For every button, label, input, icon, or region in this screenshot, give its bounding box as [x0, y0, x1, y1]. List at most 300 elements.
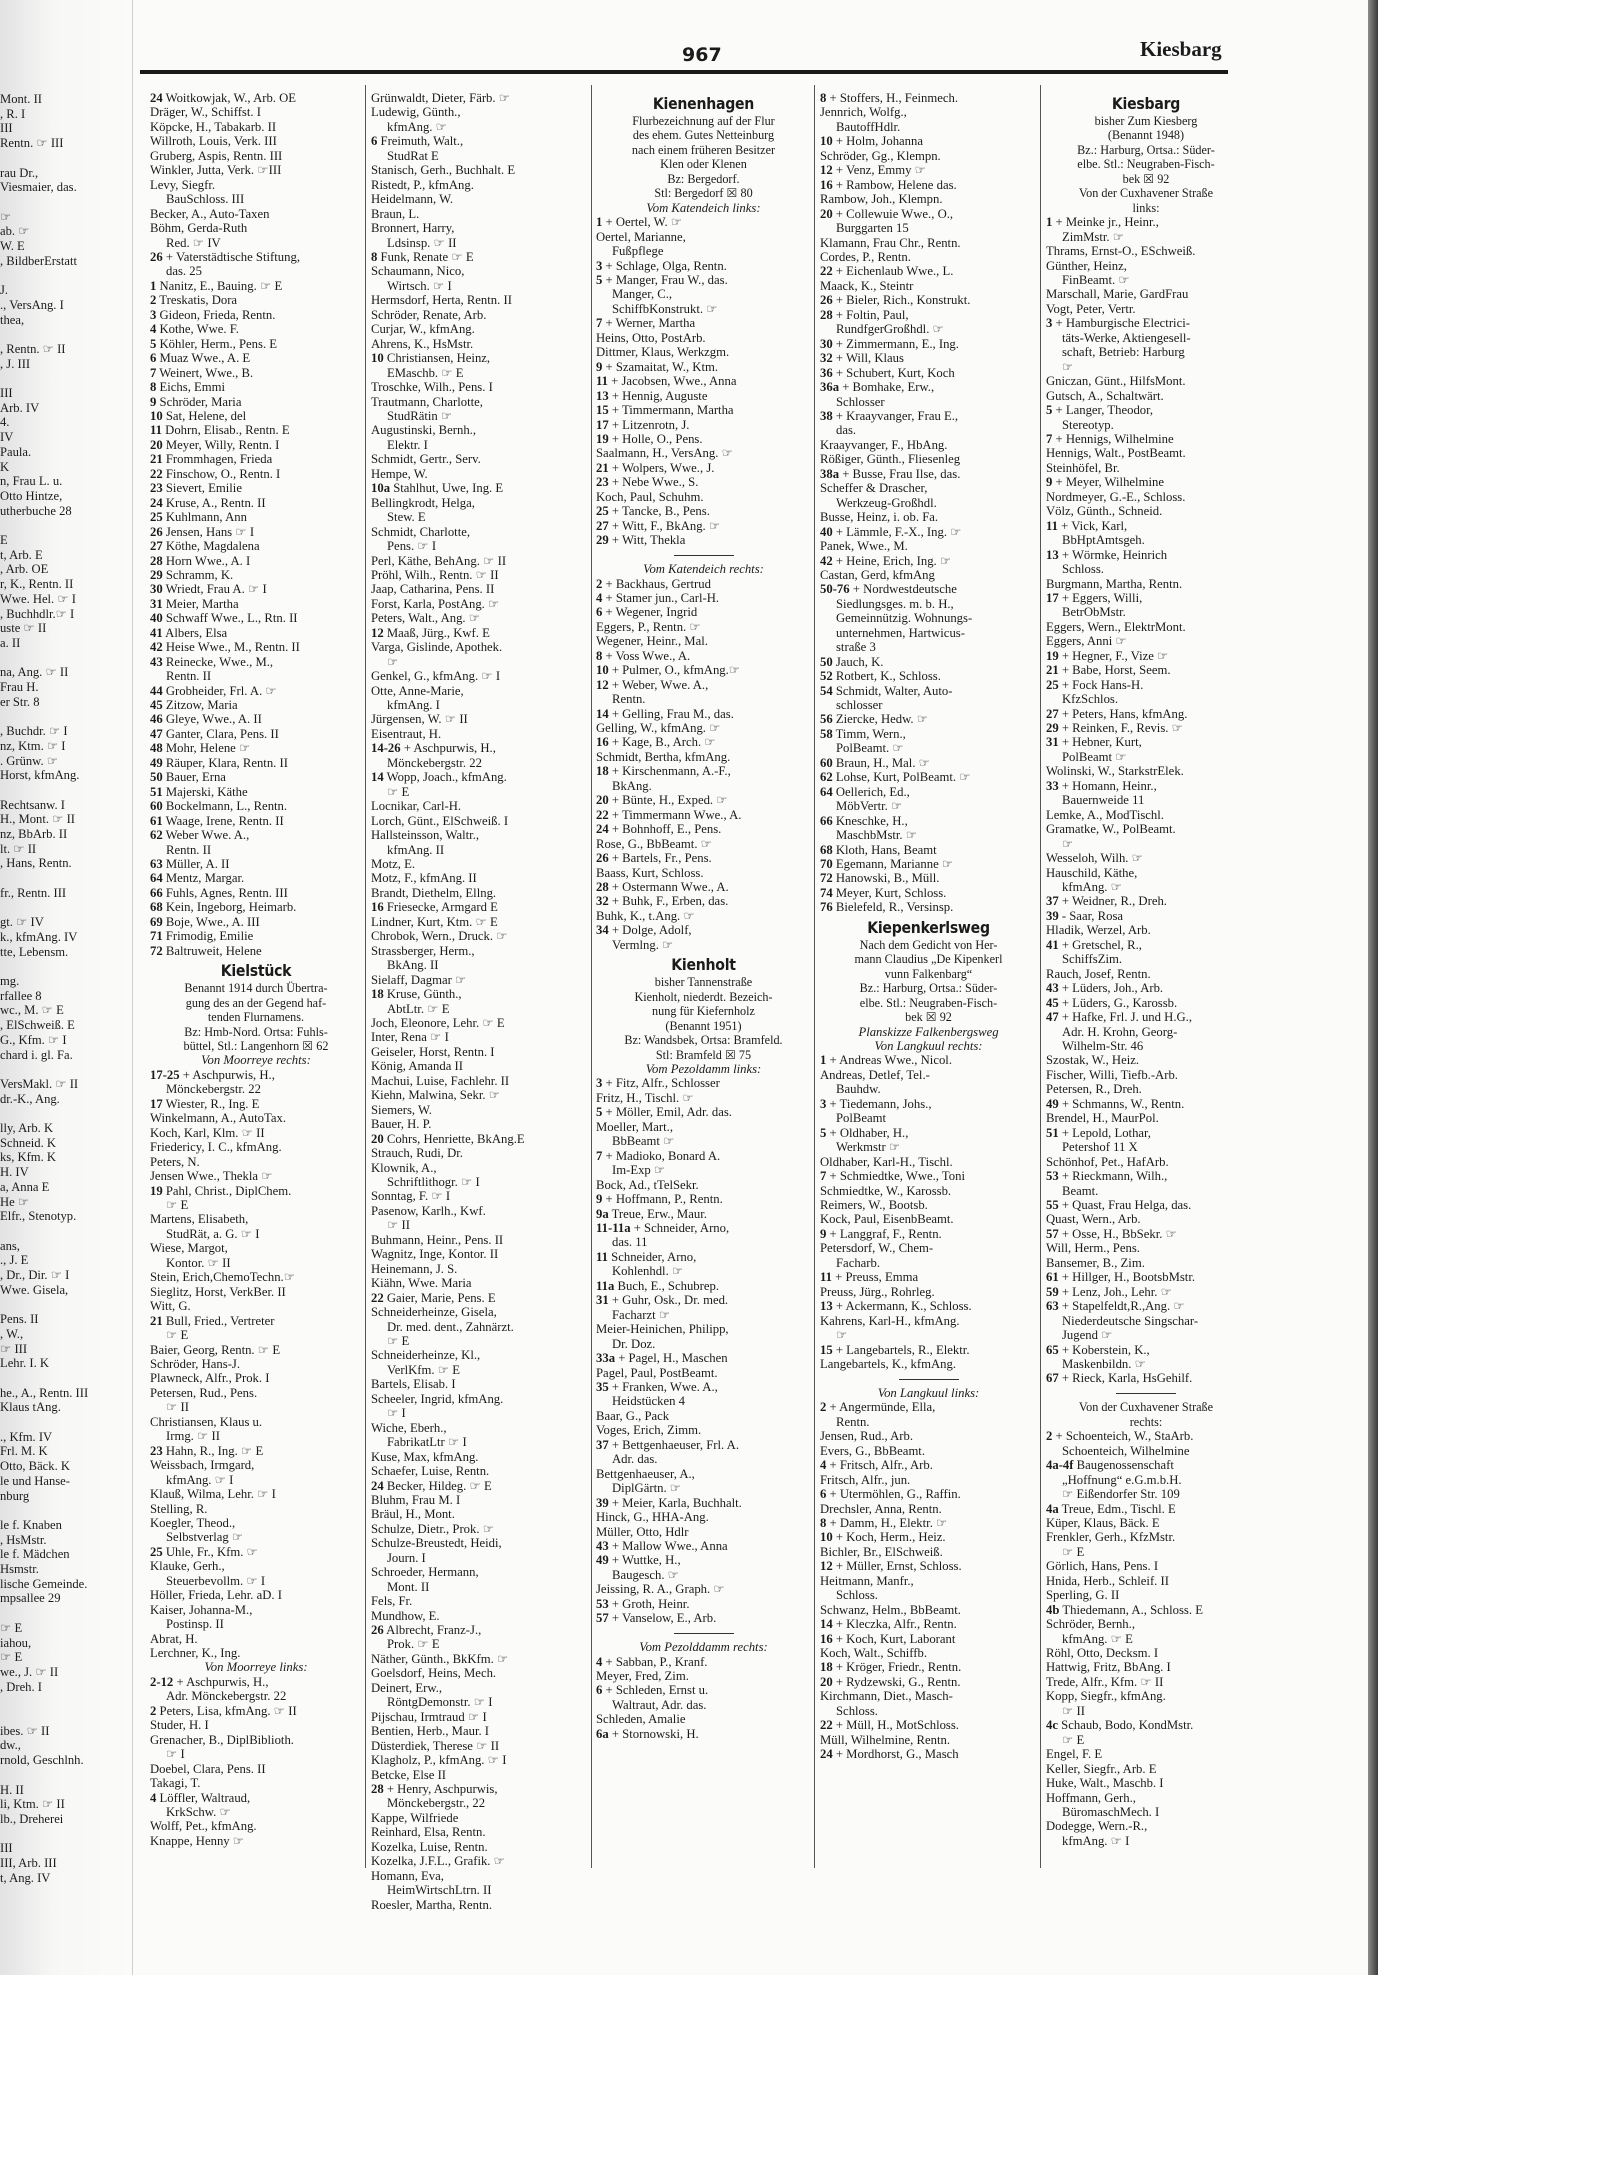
facing-page-line: rnold, Geschlnh. — [0, 1753, 84, 1768]
facing-page-line: IV — [0, 430, 14, 445]
directory-entry — [1046, 649, 1246, 663]
entry-text: ☞ II — [387, 1218, 410, 1233]
entry-continuation — [1046, 1140, 1246, 1154]
directory-entry — [371, 929, 588, 943]
entry-continuation — [371, 1551, 588, 1565]
entry-text: Wagnitz, Inge, Kontor. II — [371, 1247, 499, 1262]
entry-text: Motz, E. — [371, 857, 416, 872]
directory-entry — [150, 1126, 362, 1140]
directory-entry — [1046, 1256, 1246, 1270]
entry-text: + Vaterstädtische Stiftung, — [162, 249, 300, 264]
entry-continuation — [1046, 1704, 1246, 1718]
house-number: 14 — [371, 770, 384, 785]
directory-entry — [820, 1718, 1037, 1732]
entry-continuation — [371, 1883, 588, 1897]
entry-continuation — [150, 669, 362, 683]
entry-text: Bauhdw. — [836, 1082, 881, 1097]
entry-text: Schramm, K. — [162, 567, 234, 582]
directory-entry — [371, 1840, 588, 1854]
entry-text: + Fock Hans-H. — [1058, 677, 1144, 692]
entry-text: ☞ I — [387, 1406, 406, 1421]
entry-text: + Guhr, Osk., Dr. med. — [608, 1293, 729, 1308]
house-number: 19 — [150, 1183, 163, 1198]
directory-entry — [820, 236, 1037, 250]
house-number: 52 — [820, 669, 833, 684]
house-number: 16 — [820, 1631, 833, 1646]
entry-text: Fritsch, Alfr., jun. — [820, 1472, 911, 1487]
entry-text: Stanisch, Gerh., Buchhalt. E — [371, 163, 516, 178]
directory-entry — [1046, 1126, 1246, 1140]
house-number: 13 — [1046, 547, 1059, 562]
entry-text: Bettgenhaeuser, A., — [596, 1466, 695, 1481]
entry-text: Varga, Gislinde, Apothek. — [371, 640, 503, 655]
house-number: 47 — [1046, 1010, 1059, 1025]
facing-page-line: uste ☞ II — [0, 621, 47, 636]
entry-text: + Stoffers, H., Feinmech. — [826, 91, 959, 105]
directory-entry — [596, 1669, 811, 1683]
entry-text: Meyer, Kurt, Schloss. — [832, 885, 947, 900]
entry-continuation — [1046, 1184, 1246, 1198]
facing-page-line: ☞ — [0, 209, 12, 224]
house-number: 8 — [820, 91, 827, 105]
facing-page-line: , Rentn. ☞ II — [0, 341, 66, 356]
facing-page-line: , Hans, Rentn. — [0, 856, 72, 871]
entry-text: Weissbach, Irmgard, — [150, 1458, 255, 1473]
entry-text: Manger, C., — [612, 287, 673, 302]
directory-entry — [371, 1421, 588, 1435]
directory-entry — [1046, 822, 1246, 836]
entry-continuation — [596, 1308, 811, 1322]
entry-text: + Koberstein, K., — [1058, 1342, 1150, 1357]
entry-text: ☞ — [1062, 359, 1074, 374]
entry-text: Köhler, Herm., Pens. E — [156, 336, 278, 351]
directory-entry — [371, 582, 588, 596]
entry-text: Scheeler, Ingrid, kfmAng. — [371, 1391, 504, 1406]
entry-text: Gleye, Wwe., A. II — [162, 712, 262, 727]
house-number: 20 — [150, 437, 163, 452]
entry-text: Majerski, Käthe — [162, 784, 248, 799]
entry-text: Oertel, Marianne, — [596, 229, 686, 244]
house-number: 6 — [150, 351, 157, 366]
entry-text: Müller, Otto, Hdlr — [596, 1524, 689, 1539]
directory-entry — [371, 351, 588, 365]
entry-continuation — [371, 409, 588, 423]
directory-entry — [371, 250, 588, 264]
house-number: 6a — [596, 1726, 609, 1741]
entry-text: Ahrens, K., HsMstr. — [371, 336, 474, 351]
entry-continuation — [1046, 605, 1246, 619]
entry-text: Schröder, Bernh., — [1046, 1617, 1135, 1632]
entry-text: Kock, Paul, EisenbBeamt. — [820, 1212, 954, 1227]
house-number: 2 — [1046, 1429, 1053, 1444]
directory-entry — [596, 475, 811, 489]
house-number: 4 — [820, 1458, 827, 1473]
house-number: 14 — [596, 706, 609, 721]
entry-text: Weinert, Wwe., B. — [156, 365, 254, 380]
directory-entry — [150, 1819, 362, 1833]
entry-text: Machui, Luise, Fachlehr. II — [371, 1073, 510, 1088]
entry-text: Rauch, Josef, Rentn. — [1046, 966, 1151, 981]
street-description: Bz.: Harburg, Ortsa.: Süder- — [1077, 142, 1215, 157]
house-number: 9 — [150, 394, 157, 409]
directory-entry — [820, 1155, 1037, 1169]
entry-text: Christiansen, Heinz, — [383, 351, 491, 366]
entry-text: Kruse, A., Rentn. II — [162, 495, 266, 510]
directory-entry — [596, 1178, 811, 1192]
entry-continuation — [150, 1689, 362, 1703]
house-number: 21 — [596, 460, 609, 475]
street-description: Bz: Wandsbek, Ortsa: Bramfeld. — [624, 1033, 783, 1048]
entry-text: Heitmann, Manfr., — [820, 1573, 914, 1588]
entry-text: Grenacher, B., DiplBiblioth. — [150, 1732, 294, 1747]
entry-text: Schmidt, Walter, Auto- — [832, 683, 953, 698]
directory-entry — [820, 1241, 1037, 1255]
directory-entry — [371, 1132, 588, 1146]
house-number: 2 — [596, 576, 603, 591]
entry-text: Schulze, Dietr., Prok. ☞ — [371, 1521, 495, 1536]
facing-page-line: gt. ☞ IV — [0, 915, 44, 930]
entry-text: + Fitz, Alfr., Schlosser — [602, 1076, 720, 1091]
entry-text: Schneiderheinze, Kl., — [371, 1348, 481, 1363]
entry-text: Jugend ☞ — [1062, 1328, 1113, 1343]
house-number: 12 — [596, 677, 609, 692]
street-description: des ehem. Gutes Netteinburg — [632, 128, 775, 143]
house-number: 8 — [150, 380, 157, 395]
directory-entry — [596, 504, 811, 518]
entry-text: + Damm, H., Elektr. ☞ — [826, 1515, 948, 1530]
entry-text: Hermsdorf, Herta, Rentn. II — [371, 293, 512, 308]
entry-text: + Bünte, H., Exped. ☞ — [608, 793, 728, 808]
directory-entry — [371, 626, 588, 640]
entry-continuation — [150, 1328, 362, 1342]
street-description: Kienholt, niederdt. Bezeich- — [634, 989, 773, 1004]
entry-text: Jaap, Catharina, Pens. II — [371, 582, 495, 597]
house-number: 10 — [150, 408, 163, 423]
directory-entry — [820, 669, 1037, 683]
street-description: bek ☒ 92 — [1122, 171, 1170, 186]
house-number: 68 — [820, 842, 833, 857]
directory-entry — [820, 1545, 1037, 1559]
entry-text: + Bohnhoff, E., Pens. — [608, 822, 722, 837]
entry-text: Mönckebergstr. 22 — [387, 755, 482, 770]
directory-entry — [371, 1392, 588, 1406]
entry-continuation — [371, 698, 588, 712]
entry-text: MaschbMstr. ☞ — [836, 828, 918, 843]
entry-text: Nordmeyer, G.-E., Schloss. — [1046, 489, 1186, 504]
entry-text: Petersdorf, W., Chem- — [820, 1241, 934, 1256]
house-number: 30 — [820, 336, 833, 351]
entry-text: + Meyer, Wilhelmine — [1052, 475, 1164, 490]
entry-text: Jensen, Hans ☞ I — [162, 524, 255, 539]
entry-text: das. 11 — [612, 1235, 648, 1250]
entry-text: täts-Werke, Aktiengesell- — [1062, 330, 1191, 345]
house-number: 48 — [150, 741, 163, 756]
directory-entry — [596, 1423, 811, 1437]
entry-text: Will, Herm., Pens. — [1046, 1241, 1140, 1256]
entry-continuation — [1046, 1314, 1246, 1328]
directory-entry — [596, 331, 811, 345]
directory-entry — [596, 1207, 811, 1221]
house-number: 4 — [596, 590, 603, 605]
facing-page-line: , Dr., Dir. ☞ I — [0, 1268, 70, 1282]
entry-continuation — [1046, 1025, 1246, 1039]
entry-text: + Bomhake, Erw., — [839, 380, 935, 395]
directory-entry — [371, 1652, 588, 1666]
directory-entry — [820, 1357, 1037, 1371]
facing-page-line: na, Ang. ☞ II — [0, 665, 69, 680]
entry-text: Scheffer & Drascher, — [820, 481, 928, 496]
directory-entry — [596, 1409, 811, 1423]
directory-entry — [820, 337, 1037, 351]
entry-text: Selbstverlag ☞ — [166, 1530, 244, 1545]
directory-entry — [371, 597, 588, 611]
entry-text: + Schmiedtke, Wwe., Toni — [826, 1169, 965, 1184]
column-divider — [814, 85, 815, 1868]
directory-entry — [596, 678, 811, 692]
entry-text: Steuerbevollm. ☞ I — [166, 1573, 266, 1588]
entry-text: ☞ II — [166, 1400, 189, 1415]
directory-entry — [371, 886, 588, 900]
entry-text: Näther, Günth., BkKfm. ☞ — [371, 1651, 509, 1666]
entry-text: + Nordwestdeutsche — [849, 582, 957, 597]
entry-text: Bielefeld, R., Versinsp. — [832, 900, 954, 915]
facing-page-line: III — [0, 121, 13, 136]
directory-entry — [1046, 1646, 1246, 1660]
directory-entry — [596, 808, 811, 822]
directory-entry — [1046, 1502, 1246, 1516]
entry-text: Kuse, Max, kfmAng. — [371, 1449, 479, 1464]
directory-entry — [371, 1117, 588, 1131]
directory-entry — [150, 1603, 362, 1617]
entry-text: + Manger, Frau W., das. — [602, 272, 728, 287]
entry-text: + Schmanns, W., Rentn. — [1058, 1096, 1185, 1111]
entry-text: + Stapelfeldt,R.,Ang. ☞ — [1058, 1299, 1185, 1314]
entry-text: Gniczan, Günt., HilfsMont. — [1046, 374, 1186, 389]
directory-entry — [1046, 1343, 1246, 1357]
entry-text: Schröder, Gg., Klempn. — [820, 148, 941, 163]
directory-entry — [371, 944, 588, 958]
directory-entry — [820, 1053, 1037, 1067]
entry-text: Albers, Elsa — [162, 625, 228, 640]
entry-text: StudRat E — [387, 148, 439, 163]
entry-text: Schmidt, Bertha, kfmAng. — [596, 749, 731, 764]
entry-continuation — [596, 779, 811, 793]
entry-continuation — [371, 1334, 588, 1348]
directory-entry — [371, 308, 588, 322]
directory-entry — [820, 1559, 1037, 1573]
section-label: Vom Katendeich links: — [646, 200, 761, 215]
entry-text: Treue, Erw., Maur. — [608, 1206, 707, 1221]
entry-text: Rentn. II — [166, 842, 212, 857]
entry-continuation — [596, 1337, 811, 1351]
entry-text: Stereotyp. — [1062, 417, 1114, 432]
house-number: 41 — [150, 625, 163, 640]
entry-text: Heidelmann, W. — [371, 192, 454, 207]
facing-page-line: , BildberErstatt — [0, 253, 77, 268]
entry-text: PolBeamt. ☞ — [836, 741, 904, 756]
house-number: 7 — [596, 1148, 603, 1163]
directory-entry — [371, 1059, 588, 1073]
house-number: 24 — [596, 822, 609, 837]
entry-text: Schulze-Breustedt, Heidi, — [371, 1536, 502, 1551]
directory-entry — [150, 1762, 362, 1776]
directory-entry — [596, 1366, 811, 1380]
directory-entry — [596, 533, 811, 547]
directory-entry — [371, 1016, 588, 1030]
directory-entry — [596, 1496, 811, 1510]
directory-entry — [820, 1530, 1037, 1544]
entry-text: kfmAng. ☞ I — [1062, 1833, 1130, 1848]
entry-text: Burgmann, Martha, Rentn. — [1046, 576, 1183, 591]
facing-page-line: ☞ III — [0, 1341, 28, 1356]
facing-page-line: ., VersAng. I — [0, 297, 64, 312]
entry-text: Räuper, Klara, Rentn. II — [162, 755, 288, 770]
entry-text: Hanowski, B., Müll. — [832, 871, 940, 886]
directory-entry — [1046, 432, 1246, 446]
directory-entry — [820, 1212, 1037, 1226]
directory-entry — [820, 279, 1037, 293]
entry-text: Grobheider, Frl. A. ☞ — [162, 683, 277, 698]
house-number: 22 — [371, 1290, 384, 1305]
house-number: 10 — [371, 351, 384, 366]
house-number: 54 — [820, 683, 833, 698]
entry-continuation — [820, 1328, 1037, 1342]
house-number: 31 — [596, 1293, 609, 1308]
entry-text: Egemann, Marianne ☞ — [832, 857, 954, 872]
entry-text: Mönckebergstr., 22 — [387, 1796, 486, 1811]
entry-text: ZimMstr. ☞ — [1062, 229, 1125, 244]
entry-text: + Mordhorst, G., Masch — [832, 1747, 959, 1762]
directory-entry — [1046, 403, 1246, 417]
directory-entry — [596, 389, 811, 403]
entry-text: + Hennigs, Wilhelmine — [1052, 431, 1174, 446]
house-number: 4 — [150, 1790, 157, 1805]
directory-entry — [1046, 215, 1246, 229]
directory-entry — [820, 1689, 1037, 1703]
entry-text: Koch, Walt., Schiffb. — [820, 1646, 928, 1661]
house-number: 33a — [596, 1351, 616, 1366]
directory-entry — [371, 568, 588, 582]
entry-text: Langebartels, K., kfmAng. — [820, 1356, 957, 1371]
entry-text: + Oertel, W. ☞ — [602, 215, 683, 230]
entry-continuation — [1046, 793, 1246, 807]
facing-page-line: , HsMstr. — [0, 1532, 47, 1547]
entry-text: Trautmann, Charlotte, — [371, 394, 483, 409]
directory-entry — [596, 418, 811, 432]
facing-page-line: Wwe. Hel. ☞ I — [0, 591, 76, 606]
entry-text: Buhmann, Heinr., Pens. II — [371, 1232, 504, 1247]
entry-text: + Meinke jr., Heinr., — [1052, 215, 1159, 230]
directory-entry — [820, 1632, 1037, 1646]
entry-continuation — [371, 366, 588, 380]
entry-text: Quast, Wern., Arb. — [1046, 1212, 1141, 1227]
entry-text: Ganter, Clara, Pens. II — [162, 726, 279, 741]
house-number: 74 — [820, 885, 833, 900]
entry-continuation — [596, 1568, 811, 1582]
entry-text: Kahrens, Karl-H., kfmAng. — [820, 1313, 960, 1328]
entry-text: + Pagel, H., Maschen — [615, 1351, 728, 1366]
facing-page-line: we., J. ☞ II — [0, 1664, 59, 1679]
entry-text: Cohrs, Henriette, BkAng.E — [383, 1131, 525, 1146]
entry-text: Winkler, Jutta, Verk. ☞III — [150, 163, 282, 178]
entry-text: Inter, Rena ☞ I — [371, 1030, 449, 1045]
entry-text: + Aschpurwis, H., — [400, 741, 496, 756]
house-number: 6 — [596, 605, 603, 620]
facing-page-line: le f. Knaben — [0, 1517, 62, 1532]
house-number: 27 — [1046, 706, 1059, 721]
entry-text: + Heine, Erich, Ing. ☞ — [832, 553, 952, 568]
entry-text: - Saar, Rosa — [1058, 908, 1124, 923]
directory-entry — [371, 1782, 588, 1796]
directory-entry — [371, 669, 588, 683]
house-number: 39 — [1046, 908, 1059, 923]
entry-text: Gaier, Marie, Pens. E — [383, 1290, 496, 1305]
street-description: Bz: Hmb-Nord. Ortsa: Fuhls- — [184, 1024, 328, 1039]
entry-text: ☞ Eißendorfer Str. 109 — [1062, 1487, 1180, 1502]
directory-entry — [820, 1675, 1037, 1689]
entry-text: Wriedt, Frau A. ☞ I — [162, 582, 267, 597]
house-number: 28 — [596, 880, 609, 895]
entry-continuation — [1046, 1733, 1246, 1747]
entry-text: Schröder, Renate, Arb. — [371, 307, 487, 322]
entry-text: Petersen, R., Dreh. — [1046, 1082, 1142, 1097]
house-number: 32 — [820, 351, 833, 366]
entry-text: Funk, Renate ☞ E — [377, 249, 474, 264]
entry-text: „Hoffnung“ e.G.m.b.H. — [1062, 1472, 1182, 1487]
house-number: 16 — [820, 177, 833, 192]
house-number: 6 — [820, 1487, 827, 1502]
directory-entry — [596, 1351, 811, 1365]
entry-text: Lemke, A., ModTischl. — [1046, 807, 1164, 822]
house-number: 58 — [820, 726, 833, 741]
entry-text: Roesler, Martha, Rentn. — [371, 1897, 493, 1912]
entry-text: + Pulmer, O., kfmAng.☞ — [608, 663, 741, 678]
house-number: 35 — [596, 1379, 609, 1394]
directory-entry — [1046, 923, 1246, 937]
house-number: 5 — [596, 1105, 603, 1120]
directory-entry — [820, 250, 1037, 264]
directory-entry — [371, 221, 588, 235]
entry-text: StudRätin ☞ — [387, 408, 453, 423]
entry-text: Facharzt ☞ — [612, 1307, 671, 1322]
directory-entry — [150, 279, 362, 293]
entry-continuation — [150, 1473, 362, 1487]
street-description: Bz.: Harburg, Ortsa.: Süder- — [859, 981, 998, 996]
entry-text: Löffler, Waltraud, — [156, 1790, 251, 1805]
entry-text: Klamann, Frau Chr., Rentn. — [820, 235, 961, 250]
street-description: Flurbezeichnung auf der Flur — [632, 114, 775, 128]
directory-entry — [371, 423, 588, 437]
house-number: 45 — [1046, 995, 1059, 1010]
entry-text: + Kleczka, Alfr., Rentn. — [832, 1617, 957, 1632]
directory-entry — [150, 554, 362, 568]
facing-page-line: G., Kfm. ☞ I — [0, 1032, 67, 1047]
directory-entry — [820, 1747, 1037, 1761]
directory-entry — [150, 1068, 362, 1082]
entry-text: Genkel, G., kfmAng. ☞ I — [371, 669, 501, 684]
house-number: 71 — [150, 929, 163, 944]
entry-text: Schwanz, Helm., BbBeamt. — [820, 1602, 961, 1617]
directory-entry — [150, 1545, 362, 1559]
entry-text: Schoenteich, Wilhelmine — [1062, 1443, 1190, 1458]
directory-entry — [820, 1429, 1037, 1443]
house-number: 10 — [820, 1530, 833, 1545]
entry-text: Christiansen, Klaus u. — [150, 1414, 263, 1429]
directory-entry — [371, 1276, 588, 1290]
directory-entry — [371, 1348, 588, 1362]
entry-continuation — [371, 1406, 588, 1420]
entry-text: Red. ☞ IV — [166, 235, 221, 250]
